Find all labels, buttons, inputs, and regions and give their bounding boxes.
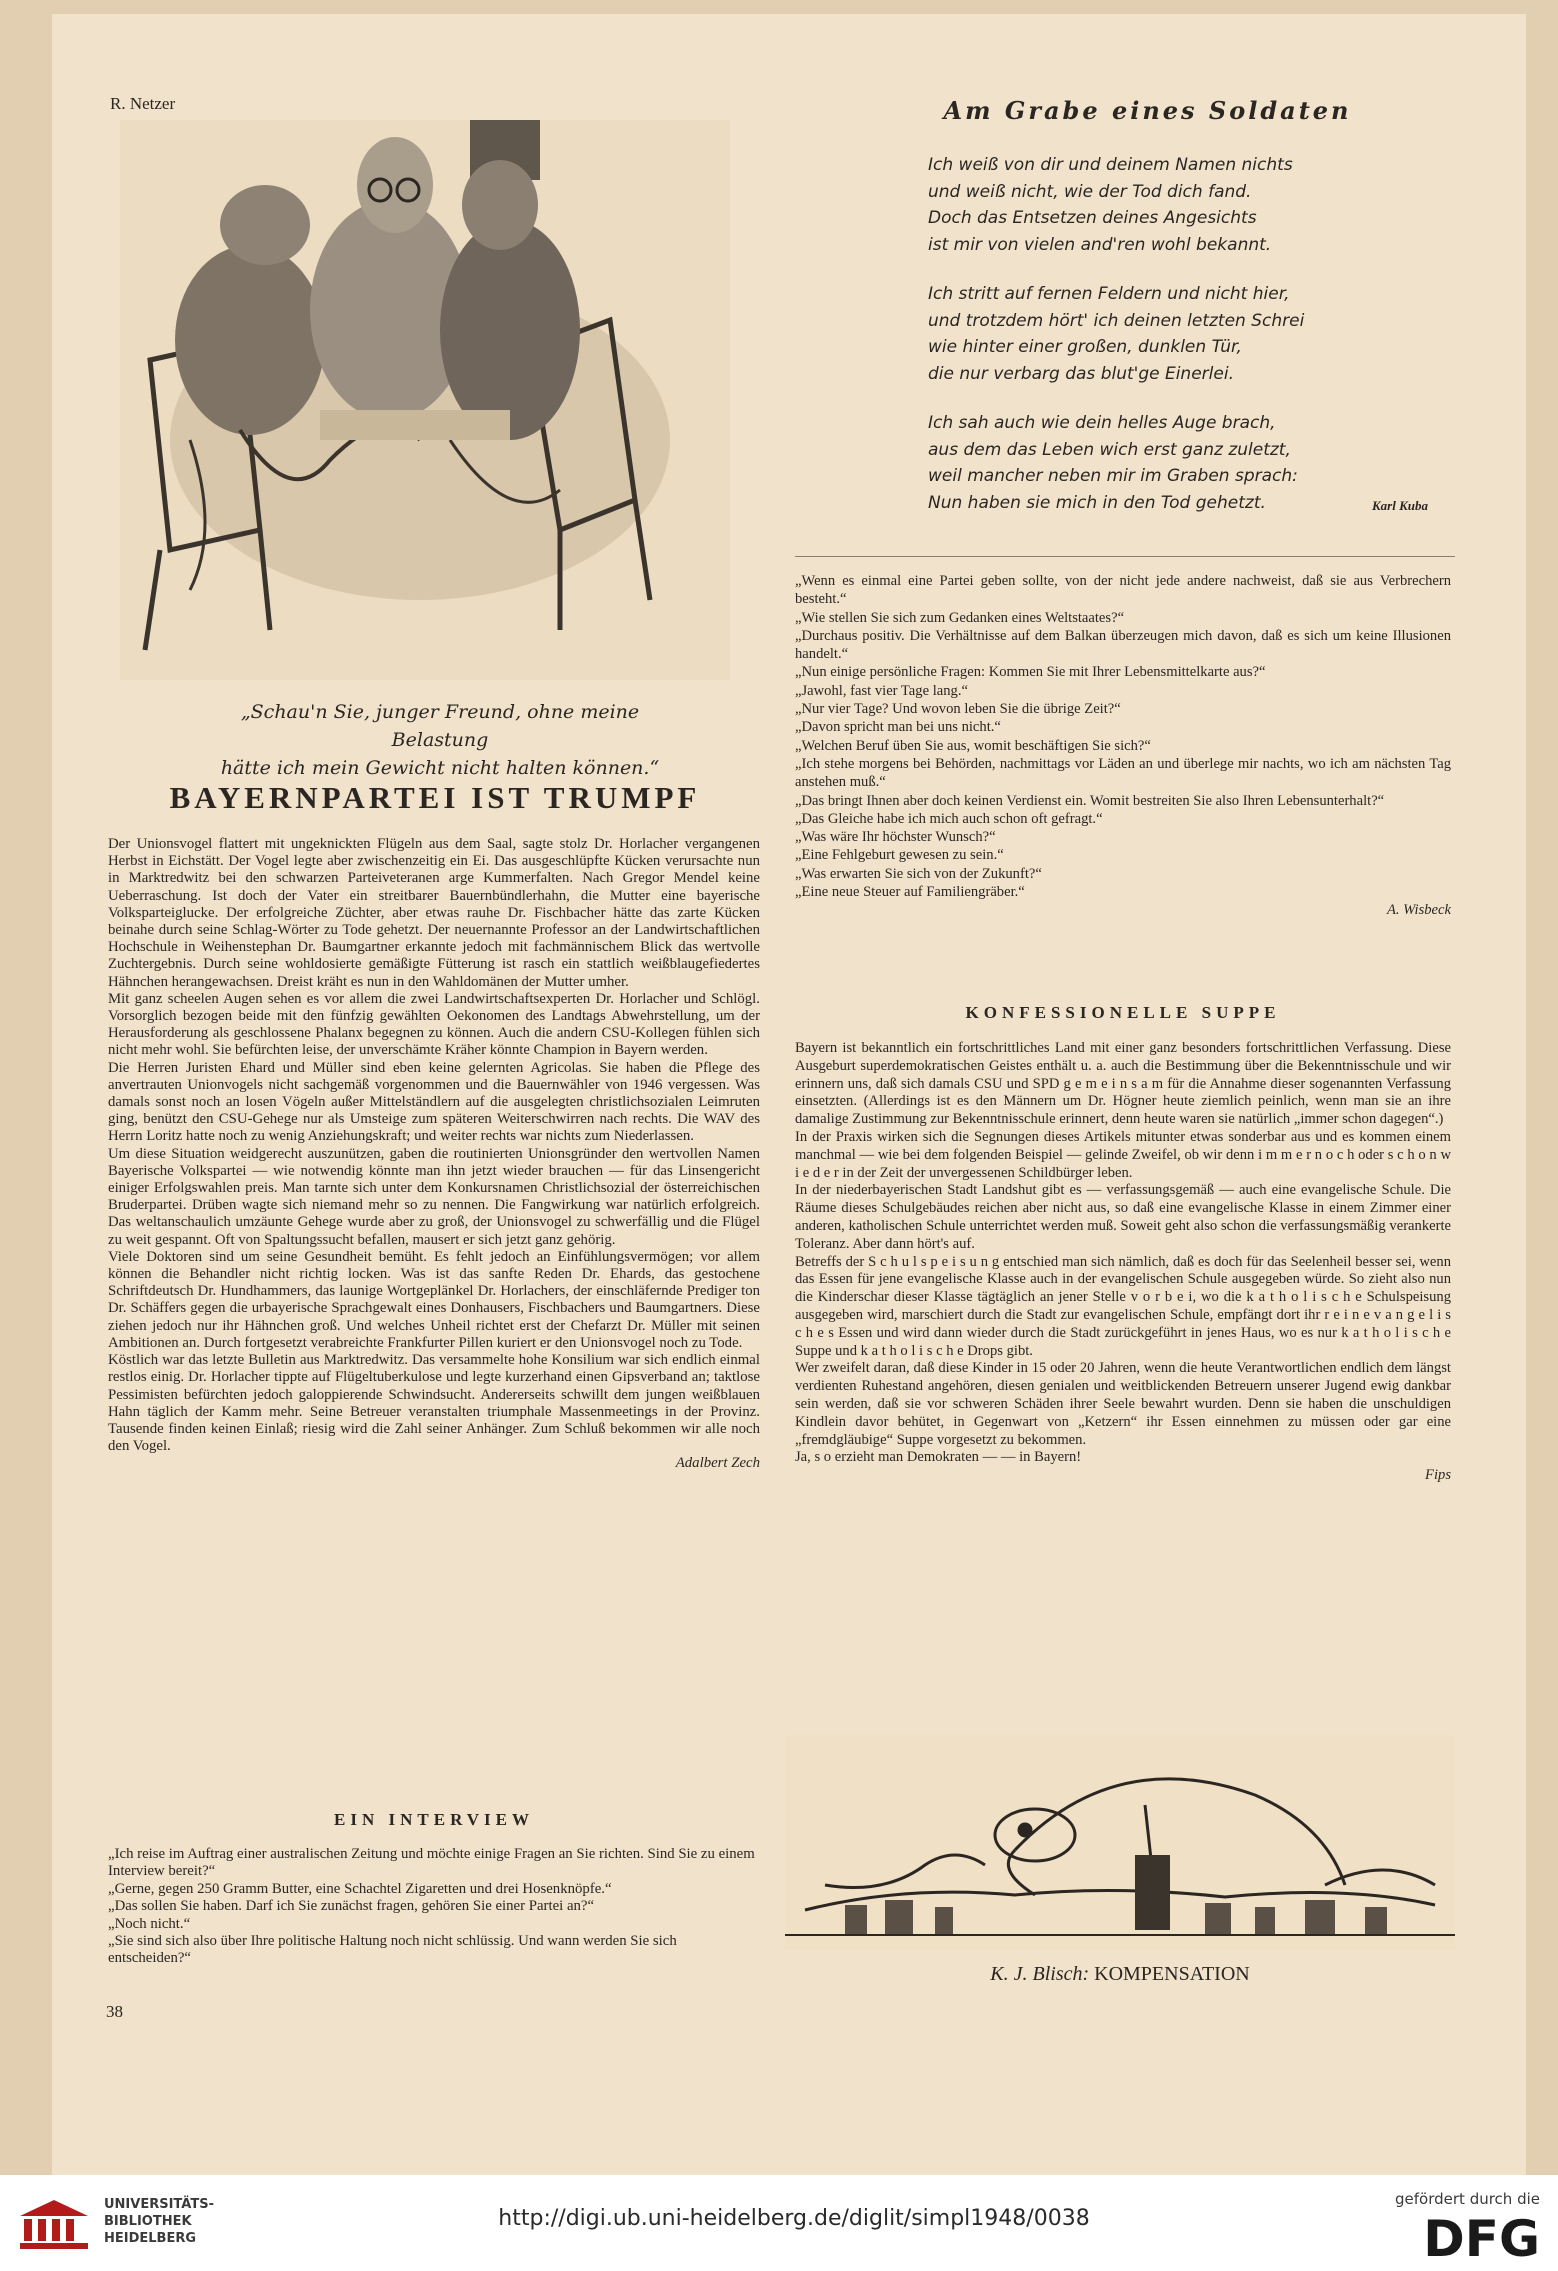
poem-line: wie hinter einer großen, dunklen Tür, [928,337,1242,357]
interview-line: „Wie stellen Sie sich zum Gedanken eines Weltstaates?“ [795,609,1125,626]
poem-line: die nur verbarg das blut'ge Einerlei. [928,363,1234,384]
suppe-heading: KONFESSIONELLE SUPPE [965,1003,1281,1022]
poem-author: Karl Kuba [1372,498,1428,513]
kompensation-cartoon [785,1735,1455,1950]
caption-line: hätte ich mein Gewicht nicht halten können.“ [220,757,660,779]
interview-line: „Sie sind sich also über Ihre politische Haltung noch nicht schlüssig. Und wann werden Sie sich entscheiden?“ [108,1933,677,1967]
interview-line: „Ich stehe morgens bei Behörden, nachmittags vor Läden an und überlege mir nachts, wo ich am nächsten Tag anstehen muß.“ [795,755,1451,791]
paragraph: Köstlich war das letzte Bulletin aus Marktredwitz. Das versammelte hohe Konsilium war sich endlich einmal restlos einig. Dr. Horlacher tippte auf Flügeltuberkulose und legte kurzerhand einen Gipsverband an; taktlose Pessimisten befürchten jedoch galoppierende Schwindsucht. Andererseits schwillt dem jungen weißblauen Hahn täglich der Kamm mehr. Seine Betreuer veranstalten triumphale Massenmeetings in der Provinz. Tausende finden keinen Einlaß; riesig wird die Zahl seiner Anhänger. Zum Schluß bekommen wir alle noch den Vogel. [108,1352,760,1455]
interview-continued [795,572,1451,920]
poem-line: Ich stritt auf fernen Feldern und nicht hier, [928,284,1290,304]
poem-stanza [928,281,1458,387]
paragraph: Die Herren Juristen Ehard und Müller sind eben keine gelernten Agricolas. Sie haben die Pflege des anvertrauten Unionvogels nicht sachgemäß vorgenommen und die Bauernwähler von 1946 vergessen. Was damals sonst noch an losen Vögeln außer Mittelständlern auf die ausgelegten christlichsozialen Leimruten ging, benützt den CSU-Gehege nur als Umsteige zum späteren Weiterschwirren nach rechts. Die WAV des Herrn Loritz hatte noch zu wenig Anziehungskraft; und weiter rechts war nichts zum Niederlassen. [108,1059,760,1145]
article-author: Adalbert Zech [675,1455,760,1472]
interview-line: „Nun einige persönliche Fragen: Kommen Sie mit Ihrer Lebensmittelkarte aus?“ [795,664,1266,681]
poem-title: Am Grabe eines Soldaten [943,96,1352,125]
illustration-artist: R. Netzer [110,94,176,113]
library-logo-icon [14,2194,94,2252]
poem-line: ist mir von vielen and'ren wohl bekannt. [928,234,1272,255]
interview-line: „Jawohl, fast vier Tage lang.“ [795,682,968,699]
article-headline: BAYERNPARTEI IST TRUMPF [169,780,701,815]
interview-line: „Eine Fehlgeburt gewesen zu sein.“ [795,847,1004,864]
interview-line: „Das sollen Sie haben. Darf ich Sie zunächst fragen, gehören Sie einer Partei an?“ [108,1898,595,1915]
interview-line: „Das Gleiche habe ich mich auch schon oft gefragt.“ [795,810,1103,827]
poem-line: Doch das Entsetzen deines Angesichts [928,208,1257,228]
paragraph: Bayern ist bekanntlich ein fortschrittliches Land mit einer ganz besonders fortschrittlichen Verfassung. Diese Ausgeburt superdemokratischen Geistes enthält u. a. auch die Bestimmung über die Bekenntnisschule und wir erinnern uns, daß sich damals CSU und SPD g e m e i n s a m für die Annahme dieser sogenannten Verfassung einsetzten. (Allerdings ist es den Männern um Dr. Högner heute ziemlich peinlich, wenn man sie an ihre damalige Zustimmung zur Bekenntnisschule erinnert, denn heute waren sie natürlich „immer schon dagegen“.) [795,1040,1451,1128]
poem-line: und weiß nicht, wie der Tod dich fand. [928,181,1252,202]
three-men-illustration [90,110,770,690]
interview-line: „Noch nicht.“ [108,1915,191,1932]
cartoon-artist: K. J. Blisch: [990,1963,1090,1985]
poem-line: weil mancher neben mir im Graben sprach: [928,466,1298,486]
interview-line: „Was wäre Ihr höchster Wunsch?“ [795,829,996,846]
paragraph: Betreffs der S c h u l s p e i s u n g entschied man sich nämlich, daß es doch für das Seelenheil besser sei, wenn das Essen für jene evangelische Klasse auch in der evangelischen Schule ausgegeben würde. So zieht also nun die Kinderschar dieser Klasse tägtäglich an jener Stelle v o r b e i, wo die k a t h o l i s c h e Schulspeisung ausgegeben wird, marschiert durch die Stadt zur evangelischen Schule, empfängt dort ihr r e i n e v a n g e l i s c h e s Essen und wird dann wieder durch die Stadt zurückgeführt in jenes Haus, wo es nur k a t h o l i s c h e Suppe und k a t h o l i s c h e Drops gibt. [795,1253,1451,1359]
source-url[interactable]: http://digi.ub.uni-heidelberg.de/diglit/simpl1948/0038 [498,2206,1090,2231]
paragraph: In der Praxis wirken sich die Segnungen dieses Artikels mitunter etwas sonderbar aus und es kommen einem manchmal — wie bei dem folgenden Beispiel — gelinde Zweifel, ob wir denn i m m e r n o c h oder s c h o n w i e d e r in der Zeit der unvergessenen Schildbürger leben. [795,1128,1451,1181]
paragraph: In der niederbayerischen Stadt Landshut gibt es — verfassungsgemäß — auch eine evangelische Schule. Die Räume dieses Schulgebäudes reichen aber nicht aus, so daß eine evangelische Klasse in einem Zimmer einer anderen, katholischen Schule unterrichtet werden muß. Soweit geht also schon die verfassungsmäßig verankerte Toleranz. Aber dann hört's auf. [795,1182,1451,1252]
interview-line: „Eine neue Steuer auf Familiengräber.“ [795,884,1025,901]
interview-heading: EIN INTERVIEW [334,1810,534,1829]
dfg-logo [1388,2208,1544,2260]
library-name [104,2196,214,2247]
poem-stanza [928,152,1458,258]
library-line: HEIDELBERG [104,2231,197,2246]
interview-line: „Nur vier Tage? Und wovon leben Sie die übrige Zeit?“ [795,701,1121,718]
interview-line: „Durchaus positiv. Die Verhältnisse auf dem Balkan überzeugen mich davon, daß es sich um keine Illusionen handelt.“ [795,627,1451,663]
poem-line: Ich sah auch wie dein helles Auge brach, [928,413,1276,433]
interview-line: „Was erwarten Sie sich von der Zukunft?“ [795,865,1042,882]
divider [795,556,1455,557]
interview-line: „Gerne, gegen 250 Gramm Butter, eine Schachtel Zigaretten und drei Hosenknöpfe.“ [108,1880,612,1897]
paragraph: Wer zweifelt daran, daß diese Kinder in 15 oder 20 Jahren, wenn die heute Verantwortlichen endlich dem längst verdienten Ruhestand angehören, diesen genialen und weitblickenden Betreuern unserer Jugend ewig dankbar sein werden, daß sie vor schweren Schäden ihrer Seele bewahrt wurden. Denn sie haben die unschuldigen Kindlein davor behütet, in Gegenwart von „Ketzern“ ihr Essen einnehmen zu müssen oder gar eine „fremdgläubige“ Suppe vorgesetzt zu bekommen. [795,1360,1451,1448]
poem-line: aus dem das Leben wich erst ganz zuletzt, [928,439,1291,460]
interview-line: „Wenn es einmal eine Partei geben sollte, von der nicht jede andere nachweist, daß sie aus Verbrechern besteht.“ [795,573,1451,608]
paragraph: Viele Doktoren sind um seine Gesundheit bemüht. Es fehlt jedoch an Einfühlungsvermögen; vor allem können die Behandler nicht richtig locken. Was ist das sanfte Reden Dr. Ehards, das gestochene Schriftdeutsch Dr. Hundhammers, das launige Wortgeplänkel Dr. Horlachers, der einschläfernde Prediger ton Dr. Schäffers gegen die urbayerische Sprachgewalt eines Donhausers, Fischbachers und Baumgartners. Diese ziehen jedoch nur ihr Hähnchen groß. Und welches Unheil richtet erst der Chefarzt Dr. Müller mit seinen Ambitionen an. Durch fortgesetzt verabreichte Frankfurter Pillen kuriert er den Unionsvogel noch zu Tode. [108,1248,760,1351]
funding-label: gefördert durch die [1395,2190,1540,2208]
poem-line: Nun haben sie mich in den Tod gehetzt. [928,492,1266,513]
interview-line: „Ich reise im Auftrag einer australischen Zeitung und möchte einige Fragen an Sie richten. Sind Sie zu einem Interview bereit?“ [108,1846,755,1880]
poem-line: Ich weiß von dir und deinem Namen nichts [928,155,1293,175]
library-line: BIBLIOTHEK [104,2214,192,2229]
interview-body [108,1846,760,1968]
interview-author: A. Wisbeck [1386,902,1451,919]
illustration-caption [190,698,690,782]
suppe-author: Fips [1425,1467,1451,1484]
caption-line: „Schau'n Sie, junger Freund, ohne meine Belastung [240,701,640,751]
paragraph: Ja, s o erzieht man Demokraten — — in Bayern! [795,1449,1082,1466]
paragraph: Um diese Situation weidgerecht auszunützen, gaben die routinierten Unionsgründer den wertvollen Namen Bayerische Volkspartei — wie notwendig könnte man ihn jetzt wieder brauchen — für das Linsengericht einiger Erfolgswahlen preis. Man tarnte sich unter dem Konkursnamen Christlichsozial der österreichischen Bruderpartei. Drüben wagte sich niemand mehr so zu nennen. Die Fangwirkung war natürlich erfolgreich. Das weltanschaulich umzäunte Gehege wurde aber zu groß, der Unionsvogel zu schwerfällig und die Flügel zu weit gespannt. Oft von Spaltungssucht befallen, mausert er sich jetzt ganz gehörig. [108,1145,760,1248]
poem [928,152,1458,539]
interview-line: „Das bringt Ihnen aber doch keinen Verdienst ein. Womit bestreiten Sie also Ihren Lebensunterhalt?“ [795,792,1385,809]
cartoon-title: KOMPENSATION [1094,1963,1250,1985]
cartoon-caption [790,1963,1450,1986]
library-line: UNIVERSITÄTS- [104,2197,214,2212]
interview-line: „Davon spricht man bei uns nicht.“ [795,719,1001,736]
paragraph: Mit ganz scheelen Augen sehen es vor allem die zwei Landwirtschaftsexperten Dr. Horlacher und Schlögl. Vorsorglich bezogen beide mit den fünfzig gewählten Oekonomen des Landtags Abwehrstellung, um der Herausforderung als geschlossene Phalanx begegnen zu können. Auch die andern CSU-Kollegen fühlen sich nicht mehr wohl. Sie befürchten leise, der unverschämte Kräher könnte Champion in Bayern werden. [108,990,760,1059]
poem-line: und trotzdem hört' ich deinen letzten Schrei [928,310,1305,331]
paragraph: Der Unionsvogel flattert mit ungeknickten Flügeln aus dem Saal, sagte stolz Dr. Horlacher vergangenen Herbst in Eichstätt. Der Vogel legte aber zwischenzeitig ein Ei. Das ausgeschlüpfte Kücken verursachte nun in Marktredwitz bei den schwarzen Parteiveteranen arge Kummerfalten. Nach Gregor Mendel keine Ueberraschung. Ist doch der Vater ein streitbarer Bauernbündlerhahn, die Mutter eine bayerische Volksparteiglucke. Der erfolgreiche Züchter, aber etwas rauhe Dr. Fischbacher hätte das zarte Kücken beinahe durch seine Schlag-Wörter zu Tode gehetzt. Der neuernannte Professor an der Landwirtschaftlichen Hochschule in Weihenstephan Dr. Baumgartner erkannte jedoch mit fachmännischem Blick das wertvolle Zuchtergebnis. Durch seine wohldosierte gemäßigte Fütterung ist rasch ein stattlich weißblaugefiedertes Hähnchen herangewachsen. Dreist kräht es nun in den Wahldomänen der Mutter umher. [108,836,760,990]
suppe-body [795,1040,1451,1485]
article-body [108,836,760,1473]
interview-line: „Welchen Beruf üben Sie aus, womit beschäftigen Sie sich?“ [795,737,1151,754]
dfg-logo-text: DFG [1423,2210,1540,2260]
page-number: 38 [106,2002,123,2021]
